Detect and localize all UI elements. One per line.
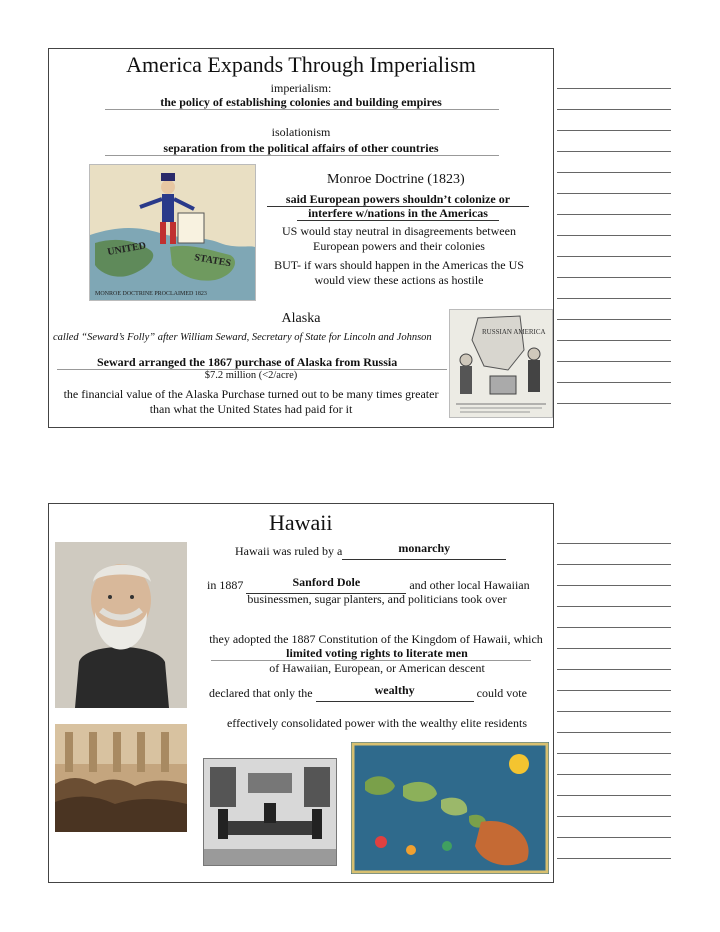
- notes-line[interactable]: [557, 403, 671, 404]
- office-photo: [203, 758, 337, 866]
- notes-line[interactable]: [557, 172, 671, 173]
- declared-prefix: declared that only the: [209, 686, 313, 700]
- notes-line[interactable]: [557, 256, 671, 257]
- descent-text: of Hawaiian, European, or American descent: [269, 661, 485, 675]
- alaska-heading: Alaska: [281, 311, 321, 326]
- notes-line[interactable]: [557, 585, 671, 586]
- notes-line[interactable]: [557, 837, 671, 838]
- monroe-answer-line-1: said European powers shouldn’t colonize or: [267, 192, 529, 207]
- notes-line[interactable]: [557, 151, 671, 152]
- cartoon-label-right: STATES: [193, 252, 232, 270]
- notes-line[interactable]: [557, 732, 671, 733]
- isolationism-label: isolationism: [271, 125, 331, 139]
- notes-line[interactable]: [557, 277, 671, 278]
- monroe-doctrine-cartoon: [89, 164, 256, 301]
- notes-line[interactable]: [557, 130, 671, 131]
- monroe-neutral-text: US would stay neutral in disagreements between European powers and their colonies: [282, 224, 516, 253]
- consolidated-text: effectively consolidated power with the wealthy elite residents: [226, 716, 527, 730]
- ruled-answer: monarchy: [398, 541, 451, 555]
- alaska-purchase-answer: Seward arranged the 1867 purchase of Alaska from Russia: [97, 355, 398, 369]
- monroe-doctrine-heading: Monroe Doctrine (1823): [327, 172, 465, 187]
- notes-line[interactable]: [557, 858, 671, 859]
- slide-title: America Expands Through Imperialism: [126, 52, 476, 77]
- slide-imperialism: [48, 48, 554, 428]
- notes-line[interactable]: [557, 88, 671, 89]
- notes-line[interactable]: [557, 795, 671, 796]
- year-answer: Sanford Dole: [292, 575, 361, 589]
- hawaii-takeover-text: businessmen, sugar planters, and politicians took over: [247, 592, 507, 606]
- notes-line[interactable]: [557, 193, 671, 194]
- notes-line[interactable]: [557, 627, 671, 628]
- alaska-purchase-cartoon: [449, 309, 553, 418]
- notes-line[interactable]: [557, 816, 671, 817]
- slide-title: Hawaii: [269, 510, 333, 535]
- notes-line[interactable]: [557, 690, 671, 691]
- notes-line[interactable]: [557, 235, 671, 236]
- imperialism-label: imperialism:: [270, 81, 332, 95]
- notes-line[interactable]: [557, 711, 671, 712]
- slide-hawaii: [48, 503, 554, 883]
- constitution-text: they adopted the 1887 Constitution of the Kingdom of Hawaii, which: [209, 632, 543, 646]
- monroe-answer-line-2: interfere w/nations in the Americas: [297, 206, 499, 221]
- monroe-hostile-text: BUT- if wars should happen in the Americas the US would view these actions as hostile: [274, 258, 524, 287]
- imperialism-definition: the policy of establishing colonies and building empires: [160, 95, 442, 109]
- cartoon-label-left: UNITED: [106, 240, 147, 258]
- notes-line[interactable]: [557, 382, 671, 383]
- declared-answer: wealthy: [374, 683, 415, 697]
- notes-line[interactable]: [557, 214, 671, 215]
- cartoon-russian-america-label: RUSSIAN AMERICA: [482, 328, 546, 336]
- alaska-value-text: the financial value of the Alaska Purchase turned out to be many times greater than what the United States had paid for it: [63, 387, 439, 416]
- notes-line[interactable]: [557, 648, 671, 649]
- alaska-sewards-folly: called “Seward’s Folly” after William Seward, Secretary of State for Lincoln and Johnson: [53, 332, 432, 343]
- isolationism-definition: separation from the political affairs of other countries: [163, 141, 439, 155]
- constitution-answer: limited voting rights to literate men: [286, 646, 468, 660]
- notes-line[interactable]: [557, 319, 671, 320]
- hawaii-illustrated-map: [351, 742, 549, 874]
- alaska-price: $7.2 million (<2/acre): [204, 370, 298, 381]
- cartoon-caption: MONROE DOCTRINE PROCLAIMED 1823: [95, 291, 207, 297]
- declared-blank: [316, 683, 474, 702]
- notes-line[interactable]: [557, 564, 671, 565]
- notes-line[interactable]: [557, 340, 671, 341]
- notes-line[interactable]: [557, 361, 671, 362]
- year-suffix: and other local Hawaiian: [409, 578, 530, 592]
- crowd-photo: [55, 724, 187, 832]
- declared-sentence: [209, 683, 527, 702]
- hawaii-ruled-sentence: [235, 541, 506, 560]
- sanford-dole-portrait: [55, 542, 187, 708]
- ruled-blank: [342, 541, 506, 560]
- notes-line[interactable]: [557, 543, 671, 544]
- year-prefix: in 1887: [207, 578, 244, 592]
- ruled-prefix: Hawaii was ruled by a: [235, 544, 343, 558]
- notes-line[interactable]: [557, 109, 671, 110]
- notes-line[interactable]: [557, 606, 671, 607]
- notes-line[interactable]: [557, 774, 671, 775]
- notes-line[interactable]: [557, 669, 671, 670]
- notes-line[interactable]: [557, 753, 671, 754]
- declared-suffix: could vote: [476, 686, 527, 700]
- notes-line[interactable]: [557, 298, 671, 299]
